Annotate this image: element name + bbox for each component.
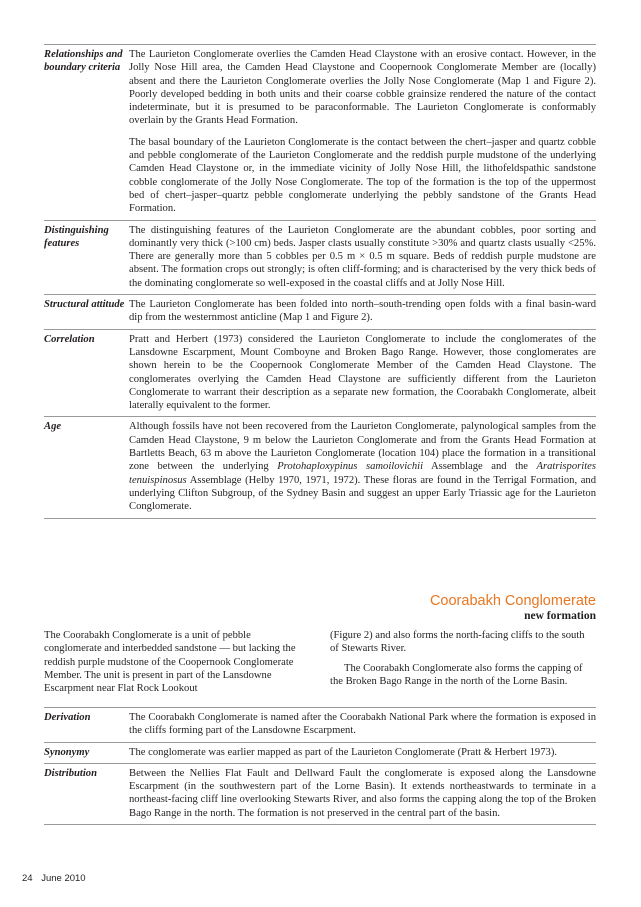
table-row-distribution <box>44 763 596 825</box>
intro-column-right <box>330 629 596 688</box>
paragraph: The basal boundary of the Laurieton Conglomerate is the contact between the chert–jasper and quartz cobble and pebble conglomerate of the Laurieton Conglomerate and the reddish purple mudstone of the underlying Camden Head Claystone or, in the immediate vicinity of Jolly Nose Hill, the lithofeldspathic sandstone cobble conglomerate of the Jolly Nose Conglomerate. The top of the formation is the top of the uppermost bed of chert–jasper–quartz pebble conglomerate underlying the pebbly sandstone of the Grants Head Formation. <box>129 136 596 215</box>
paragraph: (Figure 2) and also forms the north-facing cliffs to the south of Stewarts River. <box>330 630 585 655</box>
paragraph: The Coorabakh Conglomerate also forms the capping of the Broken Bago Range in the north of the Lorne Basin. <box>330 662 583 687</box>
section-subtitle: new formation <box>524 610 596 622</box>
row-label: Distinguishing features <box>44 224 109 249</box>
row-text <box>129 298 596 325</box>
coorabakh-conglomerate-table <box>44 707 596 825</box>
laurieton-conglomerate-table <box>44 44 596 519</box>
row-text: The conglomerate was earlier mapped as part of the Laurieton Conglomerate (Pratt & Herbert 1973). <box>129 746 558 758</box>
row-text: Between the Nellies Flat Fault and Dellward Fault the conglomerate is exposed along the Lansdowne Escarpment (in the southwestern part of the Lorne Basin). It extends northeastwards to terminate in a northeast-facing cliff line overlooking Stewarts River, and also forms the capping along the top of the Broken Bago Range in the north. The formation is not preserved in the central part of the basin. <box>129 767 596 819</box>
text-segment: Assemblage (Helby 1970, 1971, 1972). These floras are found in the Terrigal Formation, and underlying Clifton Subgroup, of the Sydney Basin and suggest an upper Early Triassic age for the Laurieton Conglomerate. <box>129 474 596 513</box>
row-label: Synonymy <box>44 746 90 758</box>
row-label: Distribution <box>44 767 97 779</box>
paragraph: The Laurieton Conglomerate has been folded into north–south-trending open folds with a final basin-ward dip from the westernmost anticline (Map 1 and Figure 2). <box>129 299 596 324</box>
species-name: Protohaploxypinus samoilovichii <box>277 461 424 473</box>
row-label: Derivation <box>44 712 91 723</box>
row-text <box>129 48 596 216</box>
row-label: Correlation <box>44 333 95 345</box>
table-row-relationships <box>44 44 596 220</box>
text-segment: Although fossils have not been recovered from the Laurieton Conglomerate, palynological samples from the Camden Head Claystone, 9 m below the Laurieton Conglomerate and from the Grants Head Formation at Bartletts Beach, 63 m above the Laurieton Conglomerate (location 104) place the formation in a transitional zone between the underlying <box>129 421 596 473</box>
table-row-derivation <box>44 707 596 742</box>
table-row-structural-attitude <box>44 294 596 329</box>
table-row-distinguishing-features <box>44 220 596 294</box>
table-row-synonymy <box>44 742 596 763</box>
section-title: Coorabakh Conglomerate <box>429 593 596 609</box>
row-label: Age <box>44 421 62 433</box>
table-row-age <box>44 416 596 518</box>
paragraph: The Coorabakh Conglomerate is a unit of pebble conglomerate and interbedded sandstone — but lacking the reddish purple mudstone of the Coopernook Conglomerate Member. The unit is present in part of the Lansdowne Escarpment near Flat Rock Lookout <box>44 630 296 695</box>
text-segment: Assemblage and the <box>423 461 537 473</box>
intro-column-left <box>44 629 310 695</box>
table-row-correlation <box>44 329 596 417</box>
row-text <box>129 333 596 413</box>
footer-date: June 2010 <box>41 873 86 884</box>
page-footer <box>22 873 86 884</box>
row-label: Structural attitude <box>44 299 125 311</box>
row-text: The Coorabakh Conglomerate is named after the Coorabakh National Park where the formation is exposed in the cliffs forming part of the Lansdowne Escarpment. <box>129 712 596 737</box>
row-text <box>129 420 596 513</box>
paragraph: The distinguishing features of the Laurieton Conglomerate are the abundant cobbles, poor sorting and dominantly very thick (>100 cm) beds. Jasper clasts usually constitute >30% and quartz clasts usually <25%. There are generally more than 5 cobbles per 0.5 m × 0.5 m square. Beds of reddish purple mudstone are absent. The formation crops out strongly; is often cliff-forming; and is characterised by the very thick beds of the dominating conglomerate so well-exposed in the coastal cliffs and at Jolly Nose Hill. <box>129 224 596 289</box>
species-name: Aratrisporites tenuispinosus <box>129 461 596 486</box>
row-text <box>129 224 596 290</box>
row-label: Relationships and boundary criteria <box>44 49 123 74</box>
paragraph: The Laurieton Conglomerate overlies the Camden Head Claystone with an erosive contact. However, in the Jolly Nose Hill area, the Camden Head Claystone and Coopernook Conglomerate Member are (locally) absent and there the Laurieton Conglomerate overlies the Jolly Nose Conglomerate (Map 1 and Figure 2). Poorly developed bedding in both units and their coarse cobble grainsize rendered the nature of the contact indeterminate, but it is presumed to be paraconformable. The Laurieton Conglomerate is conformably overlain by the Grants Head Formation. <box>129 49 596 127</box>
paragraph: Pratt and Herbert (1973) considered the Laurieton Conglomerate to include the conglomerates of the Lansdowne Escarpment, Mount Comboyne and Broken Bago Range. However, those conglomerates are shown herein to be the Coopernook Conglomerate Member of the Camden Head Claystone. The conglomerates overlying the Camden Head Claystone are sufficiently different from the Laurieton Conglomerate to warrant their description as a separate new formation, the Coorabakh Conglomerate, albeit laterally equivalent to the former. <box>129 333 596 412</box>
page-number: 24 <box>22 873 33 884</box>
paragraph <box>129 420 596 513</box>
